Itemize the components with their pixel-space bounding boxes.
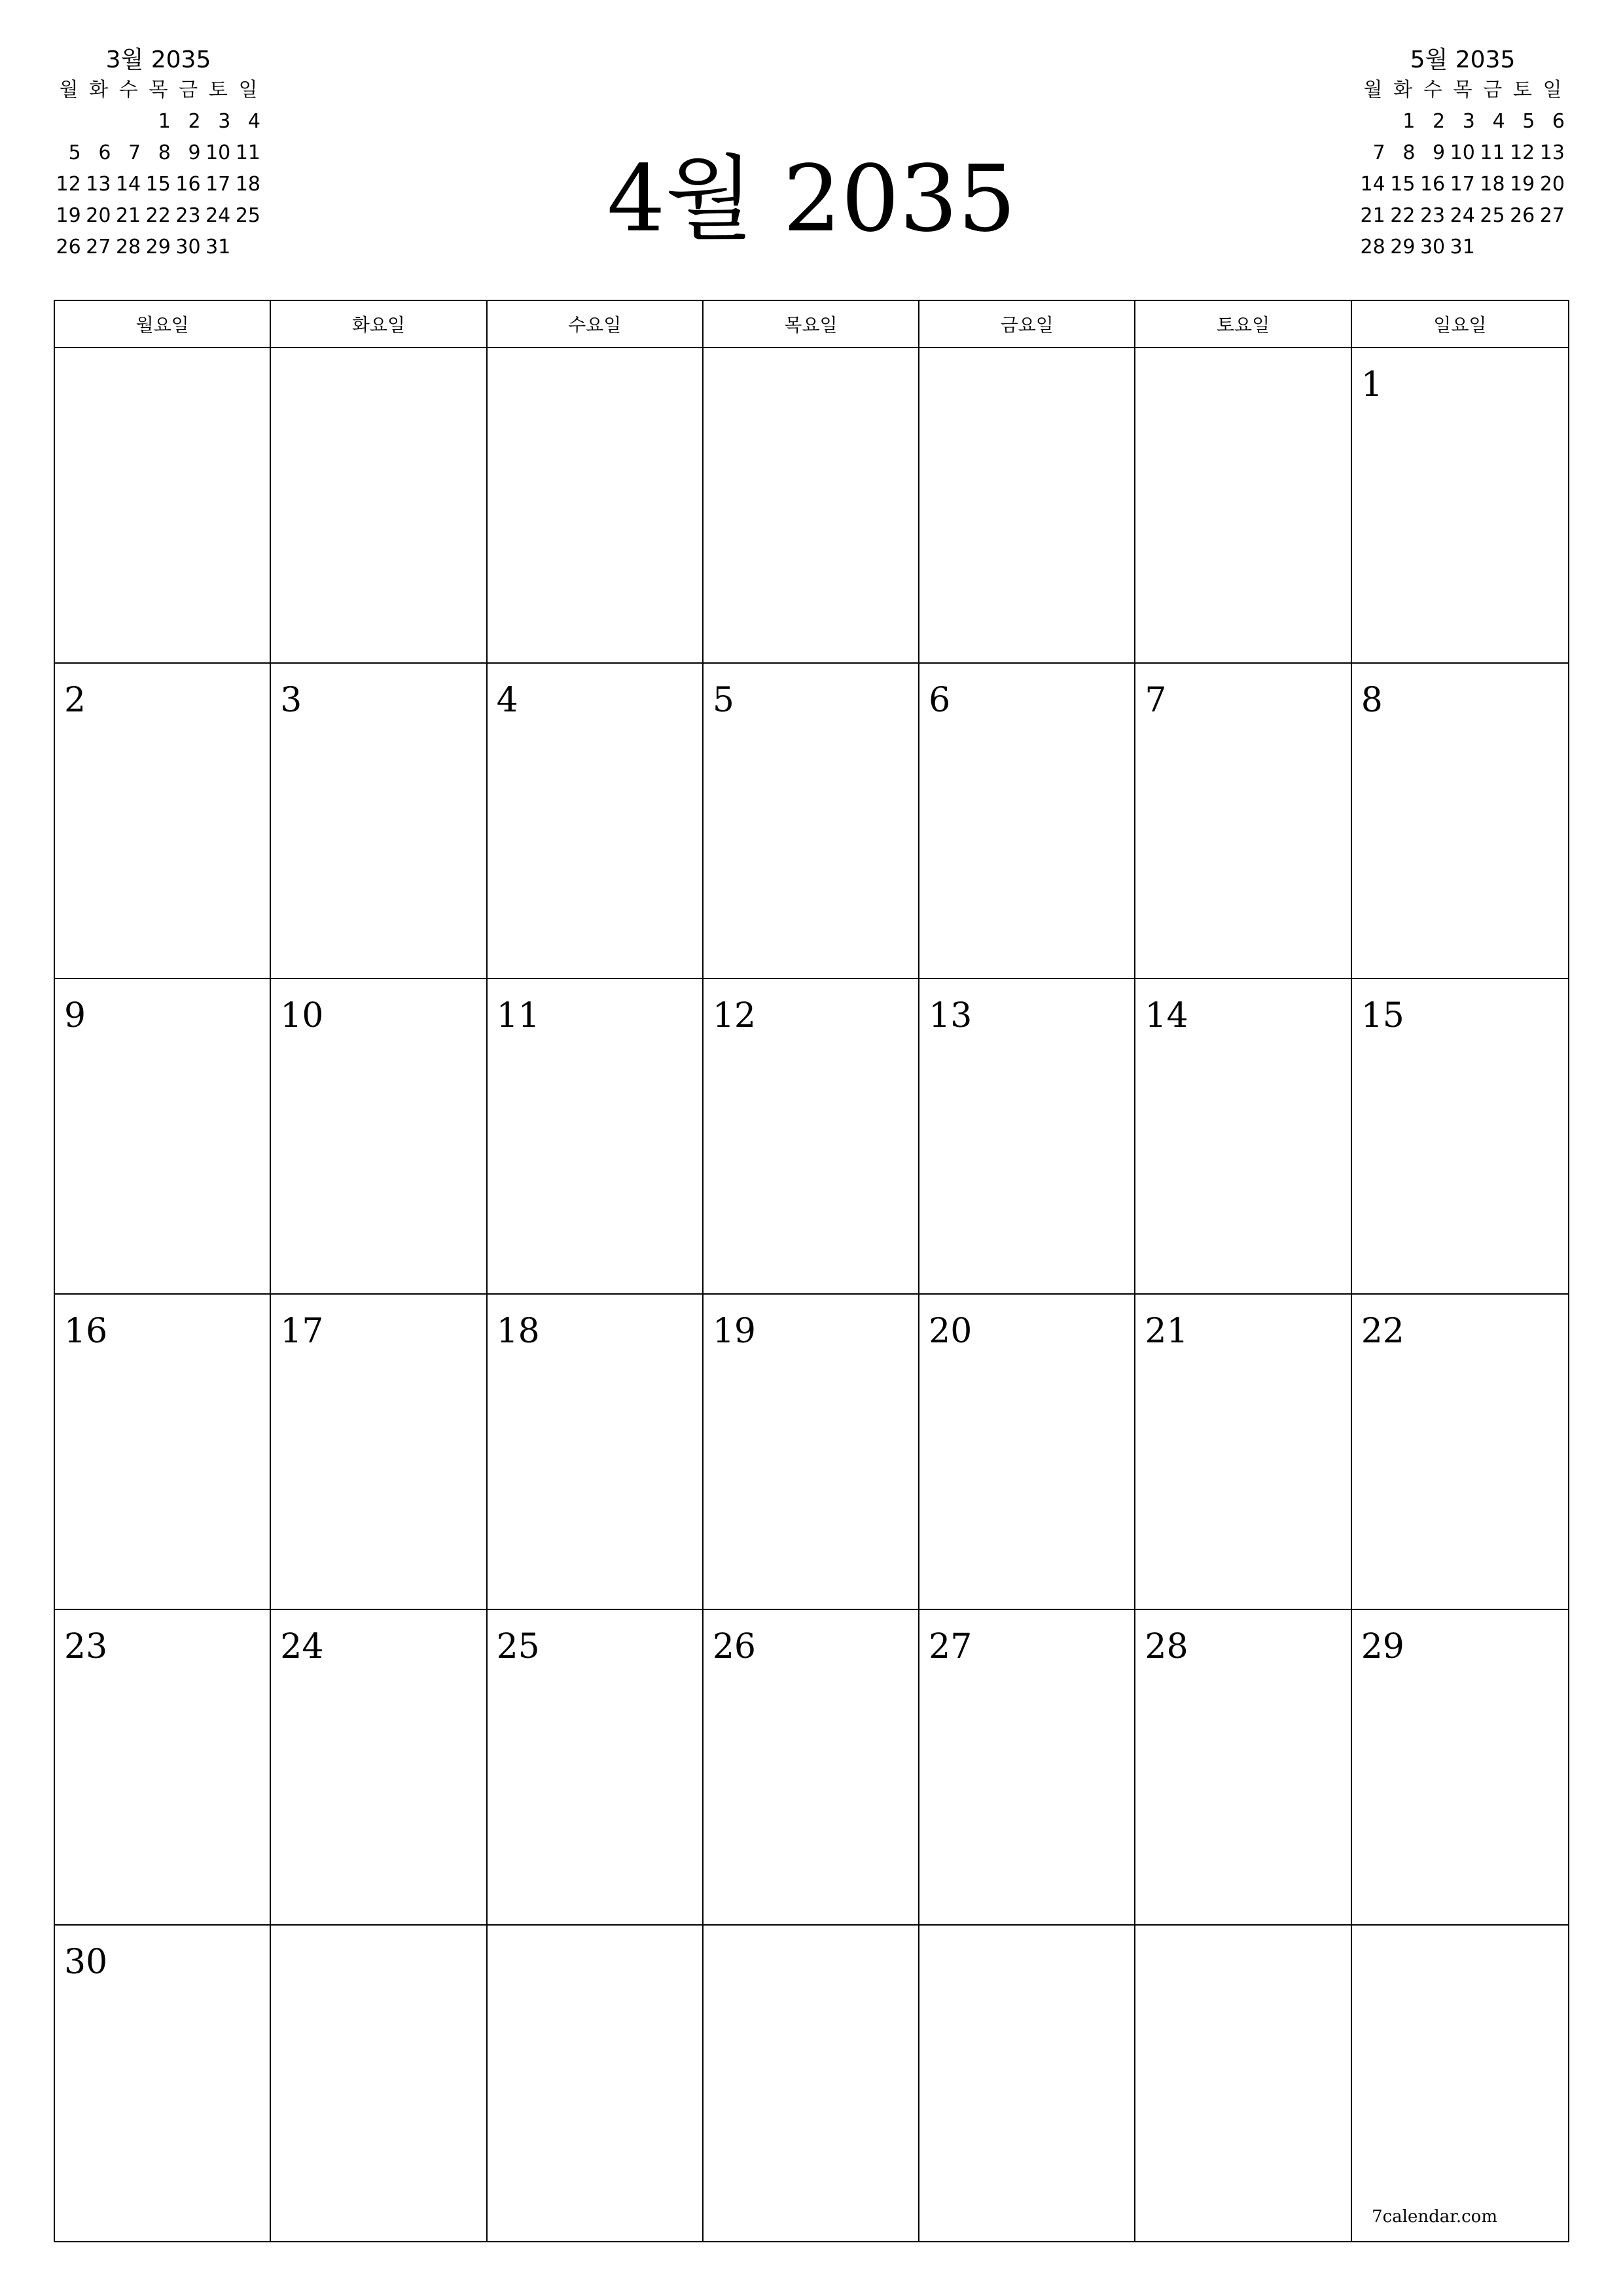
mini-day: 19 — [56, 204, 81, 227]
mini-day: 23 — [175, 204, 201, 227]
mini-day: 7 — [128, 141, 141, 164]
day-cell — [1352, 348, 1568, 664]
mini-day: 12 — [1510, 141, 1535, 164]
day-cell — [55, 979, 271, 1295]
mini-weekday: 수 — [1423, 79, 1442, 101]
day-number: 8 — [1361, 681, 1383, 720]
day-cell — [488, 979, 704, 1295]
mini-day: 19 — [1510, 173, 1535, 196]
mini-weekday: 금 — [1483, 79, 1503, 101]
mini-weekday: 일 — [238, 79, 258, 101]
mini-day: 2 — [188, 110, 201, 133]
day-cell — [55, 1295, 271, 1610]
mini-day: 22 — [145, 204, 171, 227]
day-number: 26 — [712, 1627, 757, 1666]
mini-day: 2 — [1433, 110, 1446, 133]
day-cell — [488, 664, 704, 979]
day-number: 22 — [1361, 1312, 1404, 1351]
mini-day: 8 — [1402, 141, 1416, 164]
mini-day: 6 — [98, 141, 111, 164]
mini-day: 21 — [1360, 204, 1385, 227]
day-cell — [55, 1610, 271, 1926]
day-number: 13 — [929, 996, 972, 1035]
day-number: 19 — [712, 1312, 757, 1351]
mini-day: 23 — [1419, 204, 1446, 227]
day-cell — [919, 348, 1135, 664]
mini-calendar-next-month — [1358, 46, 1567, 263]
day-cell — [704, 1610, 919, 1926]
mini-day: 5 — [68, 141, 81, 164]
mini-day: 30 — [175, 236, 201, 259]
day-number: 21 — [1145, 1312, 1188, 1351]
day-cell — [488, 348, 704, 664]
day-number: 10 — [280, 996, 324, 1035]
day-cell — [271, 1610, 487, 1926]
day-cell — [919, 664, 1135, 979]
weekday-header: 화요일 — [271, 301, 487, 348]
day-cell — [55, 1926, 271, 2241]
day-cell — [271, 348, 487, 664]
day-cell — [488, 1610, 704, 1926]
mini-day: 18 — [235, 173, 260, 196]
weekday-header: 수요일 — [488, 301, 704, 348]
mini-day: 31 — [205, 236, 231, 259]
day-number: 17 — [280, 1312, 324, 1351]
mini-day: 20 — [86, 204, 111, 227]
day-number: 29 — [1361, 1627, 1404, 1666]
mini-day: 11 — [235, 141, 260, 164]
mini-weekday: 토 — [208, 79, 228, 101]
day-number: 24 — [280, 1627, 324, 1666]
day-number: 20 — [929, 1312, 972, 1351]
day-cell — [1135, 664, 1351, 979]
mini-weekday: 일 — [1543, 79, 1562, 101]
mini-day: 10 — [205, 141, 231, 164]
mini-day — [54, 106, 84, 137]
mini-day: 18 — [1480, 173, 1505, 196]
weekday-header: 일요일 — [1352, 301, 1568, 348]
day-number: 5 — [712, 681, 734, 720]
mini-day: 22 — [1390, 204, 1416, 227]
mini-weekday: 화 — [1393, 79, 1413, 101]
mini-day: 31 — [1450, 236, 1475, 259]
day-cell — [1352, 664, 1568, 979]
mini-weekday: 화 — [89, 79, 109, 101]
mini-day: 17 — [1450, 173, 1475, 196]
weekday-header: 목요일 — [704, 301, 919, 348]
mini-weekday: 금 — [179, 79, 198, 101]
day-number: 16 — [64, 1312, 108, 1351]
day-cell — [704, 979, 919, 1295]
day-number: 27 — [929, 1627, 972, 1666]
mini-day — [1508, 232, 1538, 263]
mini-day: 17 — [205, 173, 231, 196]
day-cell — [919, 1295, 1135, 1610]
day-number: 12 — [712, 996, 757, 1035]
day-number: 18 — [496, 1312, 540, 1351]
mini-day: 1 — [1402, 110, 1416, 133]
day-number: 30 — [64, 1943, 108, 1982]
mini-weekday: 목 — [1453, 79, 1472, 101]
mini-day: 29 — [145, 236, 171, 259]
day-number: 15 — [1361, 996, 1404, 1035]
day-number: 2 — [64, 681, 86, 720]
day-number: 4 — [496, 681, 518, 720]
day-cell — [1135, 979, 1351, 1295]
day-cell — [1135, 1926, 1351, 2241]
mini-day: 28 — [115, 236, 141, 259]
mini-day: 14 — [1360, 173, 1385, 196]
day-cell — [488, 1295, 704, 1610]
mini-day: 3 — [1462, 110, 1475, 133]
day-cell — [1352, 1926, 1568, 2241]
mini-day: 21 — [115, 204, 141, 227]
day-cell — [919, 979, 1135, 1295]
mini-day: 12 — [56, 173, 81, 196]
mini-day: 26 — [56, 236, 81, 259]
mini-day: 15 — [145, 173, 171, 196]
day-cell — [271, 1295, 487, 1610]
page-title: 4월 2035 — [607, 146, 1016, 253]
weekday-header: 월요일 — [55, 301, 271, 348]
mini-day: 10 — [1450, 141, 1475, 164]
mini-day: 16 — [175, 173, 201, 196]
mini-weekday: 토 — [1512, 79, 1532, 101]
mini-day: 15 — [1390, 173, 1416, 196]
mini-day: 13 — [1539, 141, 1565, 164]
month-calendar-grid — [54, 300, 1569, 2242]
mini-day — [113, 106, 143, 137]
day-number: 1 — [1361, 365, 1383, 404]
day-number: 3 — [280, 681, 302, 720]
day-cell — [1352, 1295, 1568, 1610]
day-cell — [704, 664, 919, 979]
day-cell — [1352, 1610, 1568, 1926]
mini-day: 20 — [1539, 173, 1565, 196]
weekday-header: 토요일 — [1135, 301, 1351, 348]
mini-day: 25 — [235, 204, 260, 227]
day-number: 11 — [496, 996, 540, 1035]
mini-weekday: 월 — [59, 79, 79, 101]
mini-day: 25 — [1480, 204, 1505, 227]
weekday-header: 금요일 — [919, 301, 1135, 348]
day-cell — [704, 348, 919, 664]
mini-weekday: 수 — [118, 79, 138, 101]
mini-day — [1537, 232, 1567, 263]
mini-calendar-grid — [1358, 75, 1567, 263]
mini-day: 3 — [218, 110, 231, 133]
mini-day: 24 — [1450, 204, 1475, 227]
mini-day: 26 — [1510, 204, 1535, 227]
mini-weekday: 월 — [1363, 79, 1383, 101]
mini-calendar-title: 3월 2035 — [105, 46, 211, 73]
day-cell — [704, 1926, 919, 2241]
day-cell — [1135, 1610, 1351, 1926]
mini-day: 13 — [86, 173, 111, 196]
day-cell — [1135, 348, 1351, 664]
day-cell — [271, 979, 487, 1295]
day-cell — [919, 1610, 1135, 1926]
mini-day: 5 — [1522, 110, 1535, 133]
mini-day: 4 — [1492, 110, 1505, 133]
day-number: 28 — [1145, 1627, 1188, 1666]
day-number: 14 — [1145, 996, 1188, 1035]
mini-day: 6 — [1552, 110, 1565, 133]
mini-day: 30 — [1419, 236, 1446, 259]
mini-day: 9 — [188, 141, 201, 164]
day-cell — [55, 348, 271, 664]
mini-day: 1 — [158, 110, 171, 133]
mini-day: 16 — [1419, 173, 1446, 196]
mini-day: 14 — [115, 173, 141, 196]
day-cell — [1352, 979, 1568, 1295]
mini-day: 4 — [247, 110, 260, 133]
day-number: 23 — [64, 1627, 108, 1666]
mini-day — [84, 106, 114, 137]
mini-day: 24 — [205, 204, 231, 227]
mini-day — [1358, 106, 1388, 137]
mini-calendar-title: 5월 2035 — [1410, 46, 1516, 73]
mini-weekday: 목 — [149, 79, 168, 101]
mini-day: 29 — [1390, 236, 1416, 259]
day-cell — [55, 664, 271, 979]
day-number: 9 — [64, 996, 86, 1035]
day-number: 25 — [496, 1627, 540, 1666]
mini-day: 7 — [1372, 141, 1385, 164]
mini-day: 9 — [1433, 141, 1446, 164]
day-number: 6 — [929, 681, 951, 720]
mini-day: 11 — [1480, 141, 1505, 164]
day-cell — [488, 1926, 704, 2241]
mini-day — [1478, 232, 1508, 263]
site-credit: 7calendar.com — [1372, 2207, 1497, 2227]
day-cell — [271, 664, 487, 979]
day-number: 7 — [1145, 681, 1167, 720]
mini-day: 27 — [1539, 204, 1565, 227]
day-cell — [704, 1295, 919, 1610]
day-cell — [1135, 1295, 1351, 1610]
day-cell — [919, 1926, 1135, 2241]
mini-day: 27 — [86, 236, 111, 259]
mini-day: 8 — [158, 141, 171, 164]
mini-day: 28 — [1360, 236, 1385, 259]
day-cell — [271, 1926, 487, 2241]
